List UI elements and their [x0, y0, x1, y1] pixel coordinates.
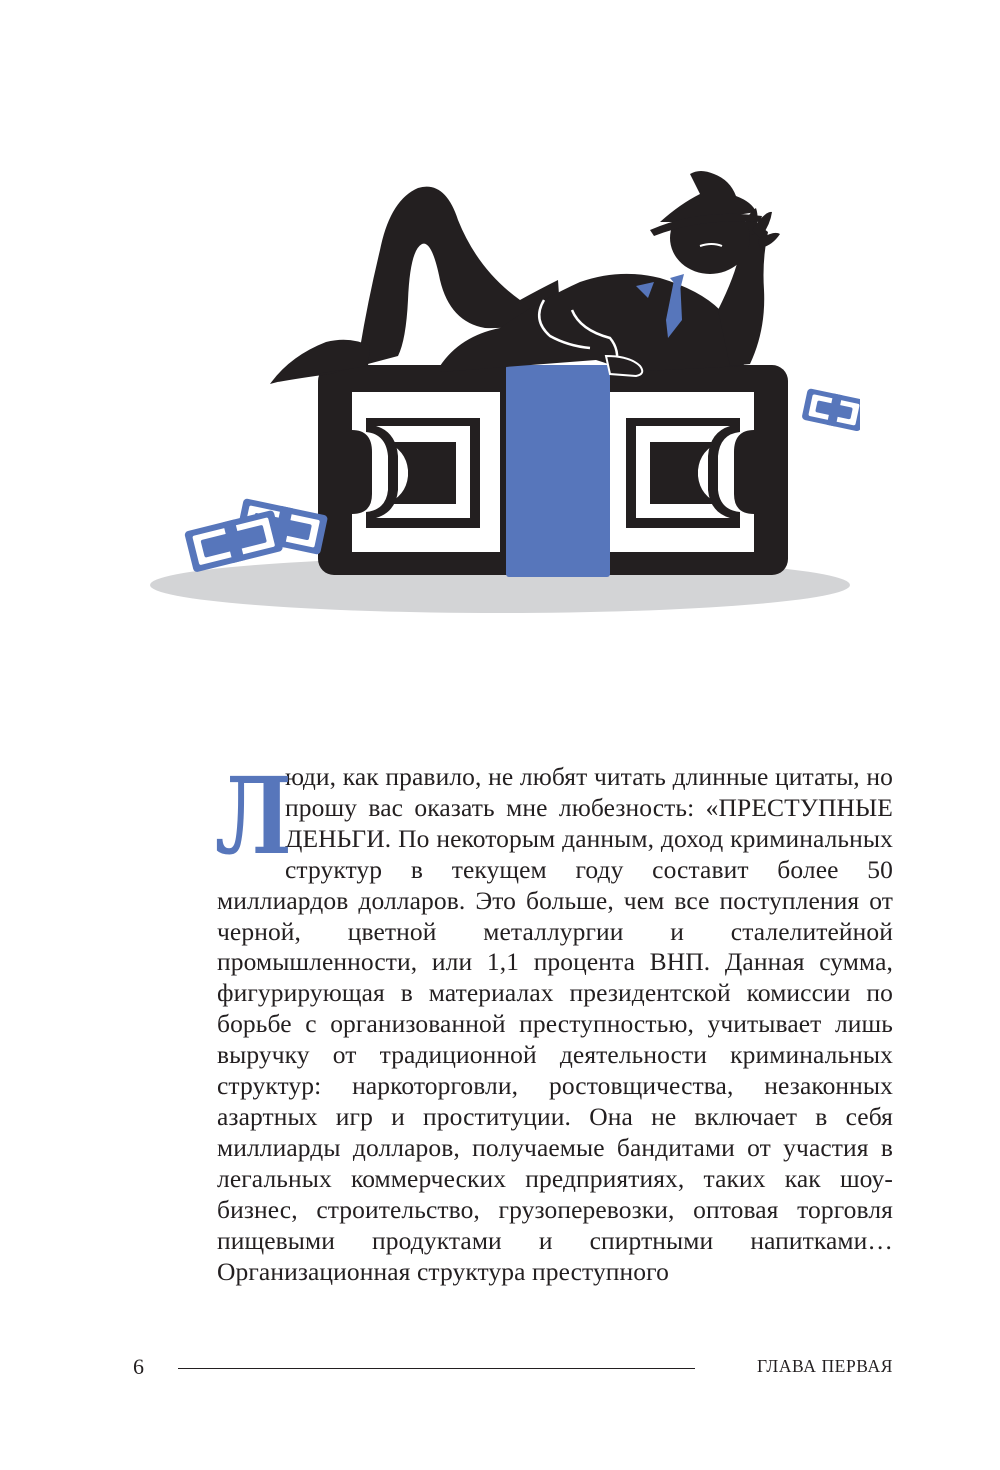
small-money-bundle [184, 510, 283, 573]
chapter-illustration [140, 160, 860, 620]
money-band [506, 365, 610, 577]
small-money-bundle [801, 388, 860, 432]
body-paragraph: юди, как правило, не любят читать длинные цитаты, но прошу вас оказать мне любезность: «ПРЕСТУПНЫЕ ДЕНЬГИ. По некоторым данным, доход криминальных структур в текущем году составит более 50 миллиардов долларов. Это больше, чем все поступления от черной, цветной металлургии и сталелитейной промышленности, или 1,1 процента ВНП. Данная сумма, фигурирующая в материалах президентской комиссии по борьбе с организованной преступностью, учитывает лишь выручку от традиционной деятельности криминальных структур: наркоторговли, ростовщичества, незаконных азартных игр и проституции. Она не включает в себя миллиарды долларов, получаемые бандитами от участия в легальных коммерческих предприятиях, таких как шоу-бизнес, строительство, грузоперевозки, оптовая торговля пищевыми продуктами и спиртными напитками… Организационная структура преступного [217, 762, 893, 1286]
drop-cap: Л [215, 753, 292, 878]
article-text [215, 753, 893, 1287]
running-head: ГЛАВА ПЕРВАЯ [756, 1356, 893, 1376]
page-number: 6 [133, 1354, 144, 1379]
footer-rule [178, 1368, 695, 1369]
money-stack [318, 365, 788, 577]
gangster-on-money-illustration [140, 160, 860, 620]
page-footer [0, 1352, 1000, 1388]
gangster-figure [270, 171, 780, 384]
